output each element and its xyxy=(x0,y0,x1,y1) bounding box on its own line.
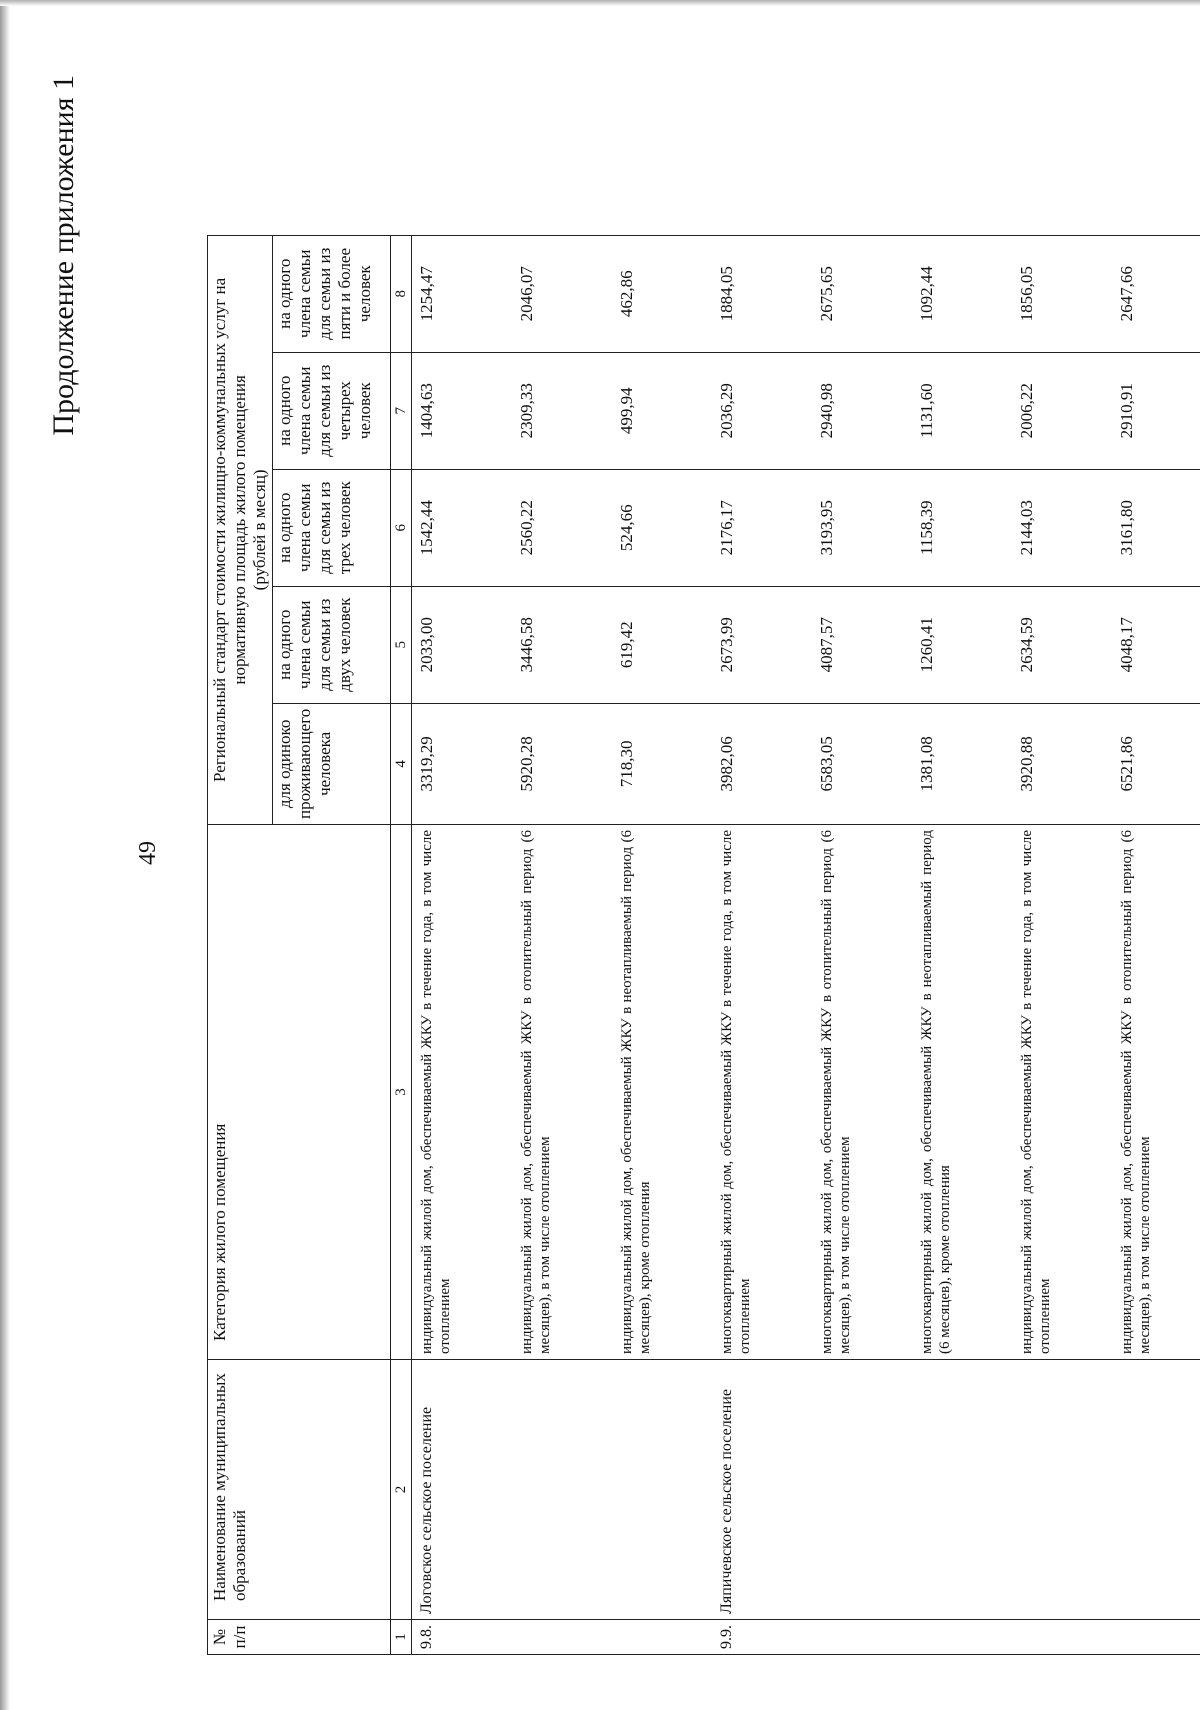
value-single: 3319,29 xyxy=(412,703,513,824)
value-family-4: 1404,63 xyxy=(412,352,513,469)
municipality-name xyxy=(612,1360,712,1620)
value-family-3: 2144,03 xyxy=(1012,469,1112,586)
col-header-group xyxy=(208,235,273,824)
value-family-2: 2033,00 xyxy=(412,586,513,703)
scan-edge xyxy=(0,0,10,1710)
value-family-2: 619,42 xyxy=(612,586,712,703)
value-single: 3920,88 xyxy=(1012,703,1112,824)
housing-category: индивидуальный жилой дом, обеспечиваемый ЖКУ в течение года, в том числе отоплением xyxy=(412,825,513,1360)
group-title: Региональный стандарт стоимости жилищно-коммунальных услуг на нормативную площадь жилого помещения xyxy=(210,277,249,782)
col-header-sub-1: для одиноко проживающего человека xyxy=(273,703,391,824)
value-family-3: 1158,39 xyxy=(912,469,1012,586)
col-header-category: Категория жилого помещения xyxy=(208,825,391,1360)
row-number xyxy=(612,1620,712,1655)
housing-category: индивидуальный жилой дом, обеспечиваемый ЖКУ в отопительный период (6 месяцев), в том числе отоплением xyxy=(512,825,612,1360)
rotated-page xyxy=(45,55,1153,1685)
value-family-4: 2940,98 xyxy=(812,352,912,469)
housing-category: многоквартирный жилой дом, обеспечиваемый ЖКУ в течение года, в том числе отоплением xyxy=(712,825,812,1360)
standard-cost-table xyxy=(207,235,1200,1655)
value-family-2: 2634,59 xyxy=(1012,586,1112,703)
value-family-2: 1260,41 xyxy=(912,586,1012,703)
col-number-8: 8 xyxy=(391,235,412,352)
value-family-3: 3193,95 xyxy=(812,469,912,586)
value-single: 6583,05 xyxy=(812,703,912,824)
value-family-2: 2673,99 xyxy=(712,586,812,703)
value-family-4: 2006,22 xyxy=(1012,352,1112,469)
col-number-2: 2 xyxy=(391,1360,412,1620)
table-row xyxy=(1112,235,1200,1654)
table-row xyxy=(612,235,712,1654)
table-row xyxy=(1012,235,1112,1654)
value-family-5: 2647,66 xyxy=(1112,235,1200,352)
col-number-5: 5 xyxy=(391,586,412,703)
housing-category: индивидуальный жилой дом, обеспечиваемый ЖКУ в отопительный период (6 месяцев), в том числе отоплением xyxy=(1112,825,1200,1360)
value-family-4: 2910,91 xyxy=(1112,352,1200,469)
value-family-5: 2675,65 xyxy=(812,235,912,352)
value-family-3: 2176,17 xyxy=(712,469,812,586)
municipality-name xyxy=(1112,1360,1200,1620)
value-family-2: 3446,58 xyxy=(512,586,612,703)
table-row xyxy=(512,235,612,1654)
table-row xyxy=(812,235,912,1654)
row-number xyxy=(812,1620,912,1655)
value-family-4: 2036,29 xyxy=(712,352,812,469)
value-family-5: 2046,07 xyxy=(512,235,612,352)
col-number-3: 3 xyxy=(391,825,412,1360)
group-unit: (рублей в месяц) xyxy=(250,469,269,591)
continuation-title: Продолжение приложения 1 xyxy=(47,75,80,436)
value-family-3: 2560,22 xyxy=(512,469,612,586)
table-row xyxy=(912,235,1012,1654)
value-family-5: 1884,05 xyxy=(712,235,812,352)
value-family-4: 499,94 xyxy=(612,352,712,469)
col-header-sub-2: на одного члена семьи для семьи из двух человек xyxy=(273,586,391,703)
value-single: 1381,08 xyxy=(912,703,1012,824)
housing-category: индивидуальный жилой дом, обеспечиваемый ЖКУ в течение года, в том числе отоплением xyxy=(1012,825,1112,1360)
row-number xyxy=(1012,1620,1112,1655)
value-family-5: 1092,44 xyxy=(912,235,1012,352)
table-row xyxy=(712,235,812,1654)
value-single: 3982,06 xyxy=(712,703,812,824)
col-number-7: 7 xyxy=(391,352,412,469)
row-number xyxy=(1112,1620,1200,1655)
value-family-3: 1542,44 xyxy=(412,469,513,586)
municipality-name: Логовское сельское поселение xyxy=(412,1360,513,1620)
page-number: 49 xyxy=(135,841,161,865)
scan-edge-top xyxy=(0,0,1200,6)
municipality-name xyxy=(512,1360,612,1620)
col-header-sub-5: на одного члена семьи для семьи из пяти и более человек xyxy=(273,235,391,352)
value-single: 718,30 xyxy=(612,703,712,824)
row-number: 9.9. xyxy=(712,1620,812,1655)
value-family-2: 4048,17 xyxy=(1112,586,1200,703)
value-single: 6521,86 xyxy=(1112,703,1200,824)
row-number xyxy=(912,1620,1012,1655)
col-number-6: 6 xyxy=(391,469,412,586)
municipality-name xyxy=(912,1360,1012,1620)
col-number-1: 1 xyxy=(391,1620,412,1655)
value-single: 5920,28 xyxy=(512,703,612,824)
municipality-name: Ляпичевское сельское поселение xyxy=(712,1360,812,1620)
table-row xyxy=(412,235,513,1654)
municipality-name xyxy=(812,1360,912,1620)
municipality-name xyxy=(1012,1360,1112,1620)
row-number xyxy=(512,1620,612,1655)
value-family-3: 524,66 xyxy=(612,469,712,586)
col-header-municipality: Наименование муниципальных образований xyxy=(208,1360,391,1620)
col-header-sub-3: на одного члена семьи для семьи из трех человек xyxy=(273,469,391,586)
col-header-sub-4: на одного члена семьи для семьи из четырех человек xyxy=(273,352,391,469)
housing-category: индивидуальный жилой дом, обеспечиваемый ЖКУ в неотапливаемый период (6 месяцев), кроме отопления xyxy=(612,825,712,1360)
value-family-3: 3161,80 xyxy=(1112,469,1200,586)
housing-category: многоквартирный жилой дом, обеспечиваемый ЖКУ в отопительный период (6 месяцев), в том числе отоплением xyxy=(812,825,912,1360)
value-family-2: 4087,57 xyxy=(812,586,912,703)
value-family-5: 1856,05 xyxy=(1012,235,1112,352)
col-number-4: 4 xyxy=(391,703,412,824)
row-number: 9.8. xyxy=(412,1620,513,1655)
col-header-no: № п/п xyxy=(208,1620,391,1655)
value-family-4: 2309,33 xyxy=(512,352,612,469)
value-family-5: 1254,47 xyxy=(412,235,513,352)
housing-category: многоквартирный жилой дом, обеспечиваемый ЖКУ в неотапливаемый период (6 месяцев), кроме отопления xyxy=(912,825,1012,1360)
value-family-4: 1131,60 xyxy=(912,352,1012,469)
value-family-5: 462,86 xyxy=(612,235,712,352)
